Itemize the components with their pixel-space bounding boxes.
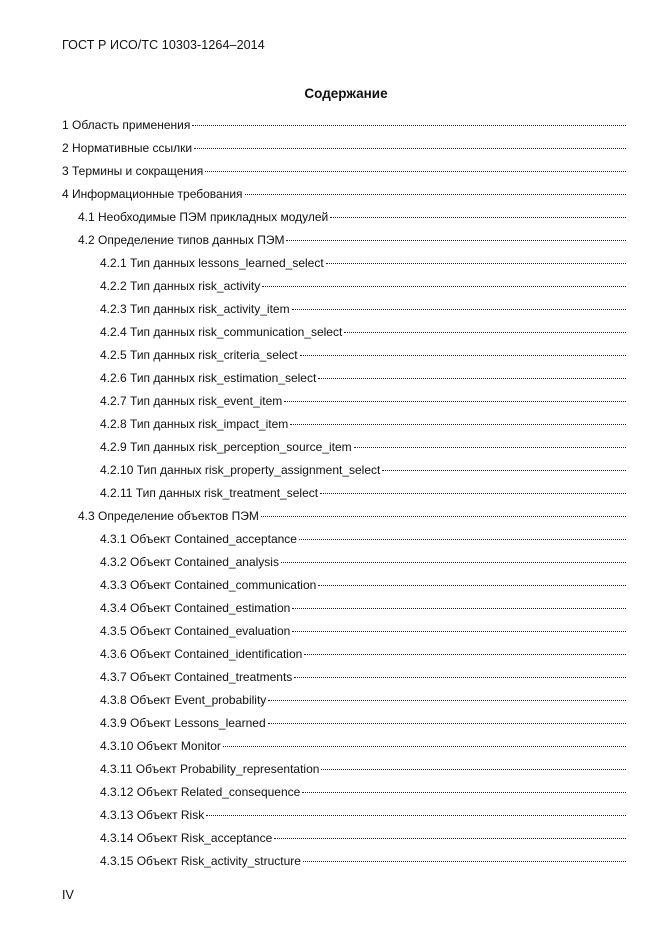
toc-dot-leader xyxy=(344,316,626,333)
toc-entry-text: 4.2.8 Тип данных risk_impact_item xyxy=(100,417,289,431)
toc-entry-text: 4.2 Определение типов данных ПЭМ xyxy=(78,233,285,247)
toc-entry-text: 4.3.3 Объект Contained_communication xyxy=(100,578,317,592)
toc-entry[interactable] xyxy=(62,848,627,871)
toc-dot-leader xyxy=(320,477,626,494)
toc-title: Содержание xyxy=(304,86,388,101)
toc-entry-text: 4.3.9 Объект Lessons_learned xyxy=(100,716,266,730)
toc-entry-text: 4.3.11 Объект Probability_representation xyxy=(100,762,320,776)
toc-entry-text: 4.3.1 Объект Contained_acceptance xyxy=(100,532,297,546)
toc-dot-leader xyxy=(292,615,626,632)
toc-dot-leader xyxy=(194,132,626,149)
toc-entry-text: 4.3.7 Объект Contained_treatments xyxy=(100,670,293,684)
toc-entry-text: 4.3.12 Объект Related_consequence xyxy=(100,785,301,799)
toc-dot-leader xyxy=(382,454,626,471)
toc-dot-leader xyxy=(354,431,626,448)
toc-entry-text: 4.2.9 Тип данных risk_perception_source_item xyxy=(100,440,352,454)
toc-dot-leader xyxy=(206,799,626,816)
toc-entry-text: 4.2.10 Тип данных risk_property_assignment_select xyxy=(100,463,381,477)
toc-entry-text: 4.3.4 Объект Contained_estimation xyxy=(100,601,291,615)
toc-entry-text: 1 Область применения xyxy=(62,118,191,132)
toc-entry-text: 4.2.6 Тип данных risk_estimation_select xyxy=(100,371,317,385)
toc-entry-text: 4.3.14 Объект Risk_acceptance xyxy=(100,831,273,845)
toc-entry-text: 4.3.5 Объект Contained_evaluation xyxy=(100,624,291,638)
toc-dot-leader xyxy=(274,822,626,839)
toc-entry-text: 4.2.11 Тип данных risk_treatment_select xyxy=(100,486,319,500)
toc-entry-text: 3 Термины и сокращения xyxy=(62,164,204,178)
toc-dot-leader xyxy=(321,753,626,770)
toc-entry-text: 4.3.13 Объект Risk xyxy=(100,808,205,822)
toc-dot-leader xyxy=(302,776,626,793)
toc-dot-leader xyxy=(205,155,626,172)
toc-dot-leader xyxy=(284,385,626,402)
toc-dot-leader xyxy=(318,569,626,586)
toc-entry-text: 4.3.8 Объект Event_probability xyxy=(100,693,267,707)
toc-entry-text: 4.2.1 Тип данных lessons_learned_select xyxy=(100,256,324,270)
toc-entry-text: 4.2.2 Тип данных risk_activity xyxy=(100,279,261,293)
toc-entry-text: 2 Нормативные ссылки xyxy=(62,141,193,155)
toc-dot-leader xyxy=(292,293,626,310)
toc-dot-leader xyxy=(300,339,626,356)
toc-dot-leader xyxy=(268,684,626,701)
toc-dot-leader xyxy=(299,523,626,540)
toc-dot-leader xyxy=(281,546,626,563)
toc-dot-leader xyxy=(262,270,626,287)
toc-dot-leader xyxy=(223,730,626,747)
toc-entry-text: 4.2.7 Тип данных risk_event_item xyxy=(100,394,283,408)
toc-dot-leader xyxy=(330,201,626,218)
toc-dot-leader xyxy=(292,592,626,609)
toc-entry-text: 4.2.4 Тип данных risk_communication_select xyxy=(100,325,343,339)
toc-dot-leader xyxy=(303,845,626,862)
toc-dot-leader xyxy=(245,178,626,195)
toc-dot-leader xyxy=(304,638,626,655)
toc-dot-leader xyxy=(268,707,626,724)
toc-dot-leader xyxy=(326,247,626,264)
toc-entry-text: 4.1 Необходимые ПЭМ прикладных модулей xyxy=(78,210,329,224)
table-of-contents xyxy=(62,112,627,871)
page-header: ГОСТ Р ИСО/ТС 10303-1264–2014 xyxy=(62,38,265,52)
toc-dot-leader xyxy=(286,224,626,241)
toc-dot-leader xyxy=(318,362,626,379)
toc-dot-leader xyxy=(294,661,626,678)
toc-entry-text: 4.3.6 Объект Contained_identification xyxy=(100,647,303,661)
toc-entry-text: 4.3.2 Объект Contained_analysis xyxy=(100,555,279,569)
toc-entry-text: 4.3 Определение объектов ПЭМ xyxy=(78,509,259,523)
page-number: IV xyxy=(62,888,74,902)
toc-dot-leader xyxy=(290,408,626,425)
toc-entry-text: 4.3.15 Объект Risk_activity_structure xyxy=(100,854,301,868)
toc-entry-text: 4.2.3 Тип данных risk_activity_item xyxy=(100,302,290,316)
toc-entry-text: 4.2.5 Тип данных risk_criteria_select xyxy=(100,348,298,362)
toc-dot-leader xyxy=(192,109,626,126)
toc-entry-text: 4.3.10 Объект Monitor xyxy=(100,739,221,753)
toc-entry-text: 4 Информационные требования xyxy=(62,187,243,201)
toc-dot-leader xyxy=(261,500,626,517)
